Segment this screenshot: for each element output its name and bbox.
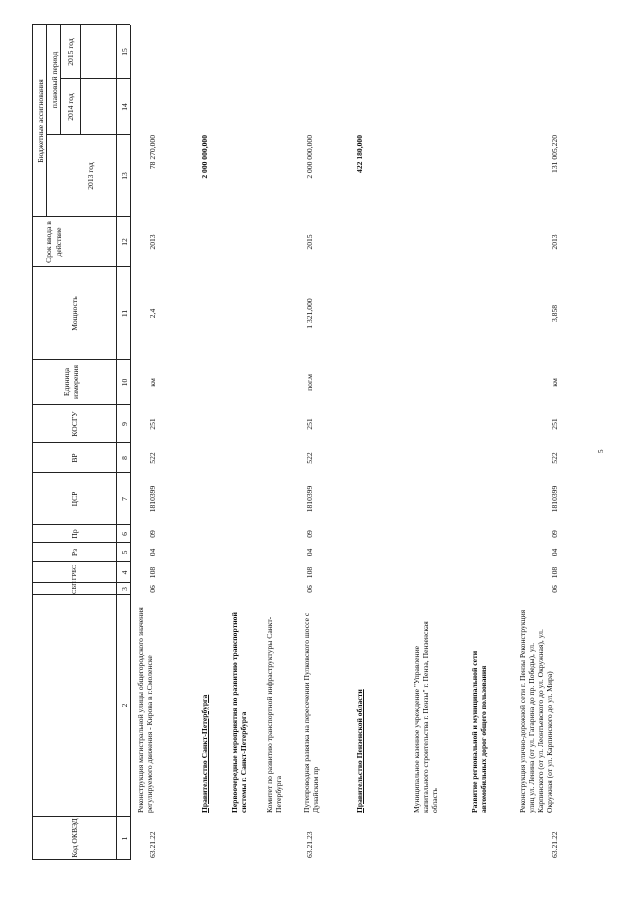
colnum: 10	[120, 378, 129, 387]
header-csr: ЦСР	[70, 491, 79, 507]
row3-grbs: 108	[550, 566, 559, 579]
header-kosgu: КОСГУ	[70, 411, 79, 437]
row1-vr: 522	[148, 452, 157, 464]
row2-sbp: 06	[305, 585, 314, 593]
row3-term: 2013	[550, 234, 559, 250]
row2-csr: 1810399	[305, 485, 314, 513]
col-sep	[32, 442, 130, 443]
numbers-row-border	[130, 25, 131, 860]
colnum: 15	[120, 48, 129, 56]
penza-total: 422 180,000	[355, 135, 364, 173]
col-sep	[32, 816, 130, 817]
row2-kosgu: 251	[305, 418, 314, 430]
row1-unit: км	[148, 378, 157, 387]
colnum: 14	[120, 103, 129, 111]
header-2015: 2015 год	[66, 38, 75, 66]
col-sep	[32, 542, 130, 543]
header-okved: Код ОКВЭД	[70, 818, 79, 858]
colnum: 6	[120, 532, 129, 536]
row3-pr: 09	[550, 530, 559, 538]
penza-subtitle: Развитие региональной и муниципальной сети автомобильных дорог общего пользования	[470, 650, 488, 813]
header-grbs: ГРБС	[71, 564, 78, 581]
row1-okved: 63.21.22	[148, 831, 157, 858]
header-power: Мощность	[70, 296, 79, 331]
row3-rz: 04	[550, 548, 559, 557]
colnum: 11	[120, 309, 129, 318]
row1-sbp: 06	[148, 585, 157, 593]
row1-name: Реконструкция магистральной улицы общегородского значения регулируемого движения - Кирова в г.Смоленске	[136, 607, 154, 813]
row1-kosgu: 251	[148, 418, 157, 430]
colnum: 4	[120, 570, 129, 575]
row1-term: 2013	[148, 234, 157, 250]
row2-okved: 63.21.23	[305, 831, 314, 858]
penza-org: Муниципальное казенное учреждение "Управление капитального строительства г. Пензы" г. Пенза, Пензенская область	[412, 621, 439, 813]
row2-pr: 09	[305, 530, 314, 538]
col-sep	[32, 216, 130, 217]
table-left-border	[32, 859, 130, 860]
col-sep	[32, 524, 130, 525]
plan-sub-border	[60, 25, 61, 135]
spb-subtitle: Первоочередные мероприятия по развитию транспортной системы г. Санкт-Петербурга	[230, 612, 248, 813]
header-rz: Рз	[70, 548, 79, 557]
header-2013: 2013 год	[86, 162, 95, 190]
row1-power: 2,4	[148, 308, 157, 319]
row1-rz: 04	[148, 548, 157, 557]
page-number: 5	[597, 449, 605, 453]
colnum: 1	[120, 836, 129, 841]
colnum: 8	[120, 456, 129, 460]
row2-power: 1 321,000	[305, 298, 314, 329]
row3-name: Реконструкция улично-дорожной сети г. Пензы Реконструкция улиц ул. Ленина (от ул. Гагарина до пр. Победы), ул. Карпинского (от ул. Леонтьевского до ул. Окружная), ул. Окружная (от ул. Карпинского до ул. Мира)	[518, 609, 554, 813]
header-2014: 2014 год	[66, 93, 75, 121]
row1-pr: 09	[148, 530, 157, 538]
colnum: 3	[120, 587, 129, 591]
col-sep	[32, 594, 130, 595]
row1-2013: 78 270,000	[148, 135, 157, 170]
row2-unit: пог.м	[305, 374, 314, 391]
row2-term: 2015	[305, 234, 314, 250]
col-sep	[32, 582, 130, 583]
years-sub-border	[80, 25, 81, 135]
header-name-num: 2	[120, 703, 129, 708]
header-pr: Пр	[70, 529, 79, 539]
row3-vr: 522	[550, 452, 559, 464]
colnum: 5	[120, 550, 129, 555]
row1-csr: 1810399	[148, 485, 157, 513]
col-sep	[32, 266, 130, 267]
col-sep	[32, 359, 130, 360]
header-vr: ВР	[70, 453, 79, 463]
row3-unit: км	[550, 378, 559, 387]
header-budget: Бюджетные ассигнования	[36, 79, 45, 163]
row2-vr: 522	[305, 452, 314, 464]
row3-kosgu: 251	[550, 418, 559, 430]
row3-2013: 131 005,220	[550, 135, 559, 173]
colnum: 13	[120, 172, 129, 180]
row3-power: 3,858	[550, 304, 559, 323]
colnum: 7	[120, 497, 129, 501]
header-term: Срок ввода в действие	[44, 221, 63, 263]
row3-okved: 63.21.22	[550, 831, 559, 858]
colnum: 9	[120, 422, 129, 426]
spb-committee: Комитет по развитию транспортной инфраструктуры Санкт-Петербурга	[265, 616, 283, 813]
header-sbp: СБП	[71, 581, 78, 594]
row3-sbp: 06	[550, 585, 559, 593]
row3-csr: 1810399	[550, 485, 559, 513]
col-sep	[32, 472, 130, 473]
penza-title: Правительство Пензенской области	[355, 689, 364, 813]
spb-total: 2 000 000,000	[200, 135, 209, 179]
row2-2013: 2 000 000,000	[305, 135, 314, 179]
row2-grbs: 108	[305, 566, 314, 579]
col-sep	[32, 561, 130, 562]
budget-sub-border	[46, 25, 47, 217]
col-sep	[32, 404, 130, 405]
row2-name: Путепроводная развязка на пересечении Пулковского шоссе с Дунайским пр	[302, 612, 320, 813]
header-unit: Единица измерения	[62, 365, 80, 399]
header-plan-period: плановый период	[50, 51, 59, 109]
spb-title: Правительство Санкт-Петербурга	[200, 694, 209, 813]
colnum: 12	[120, 238, 129, 246]
row1-grbs: 108	[148, 566, 157, 579]
row2-rz: 04	[305, 548, 314, 557]
